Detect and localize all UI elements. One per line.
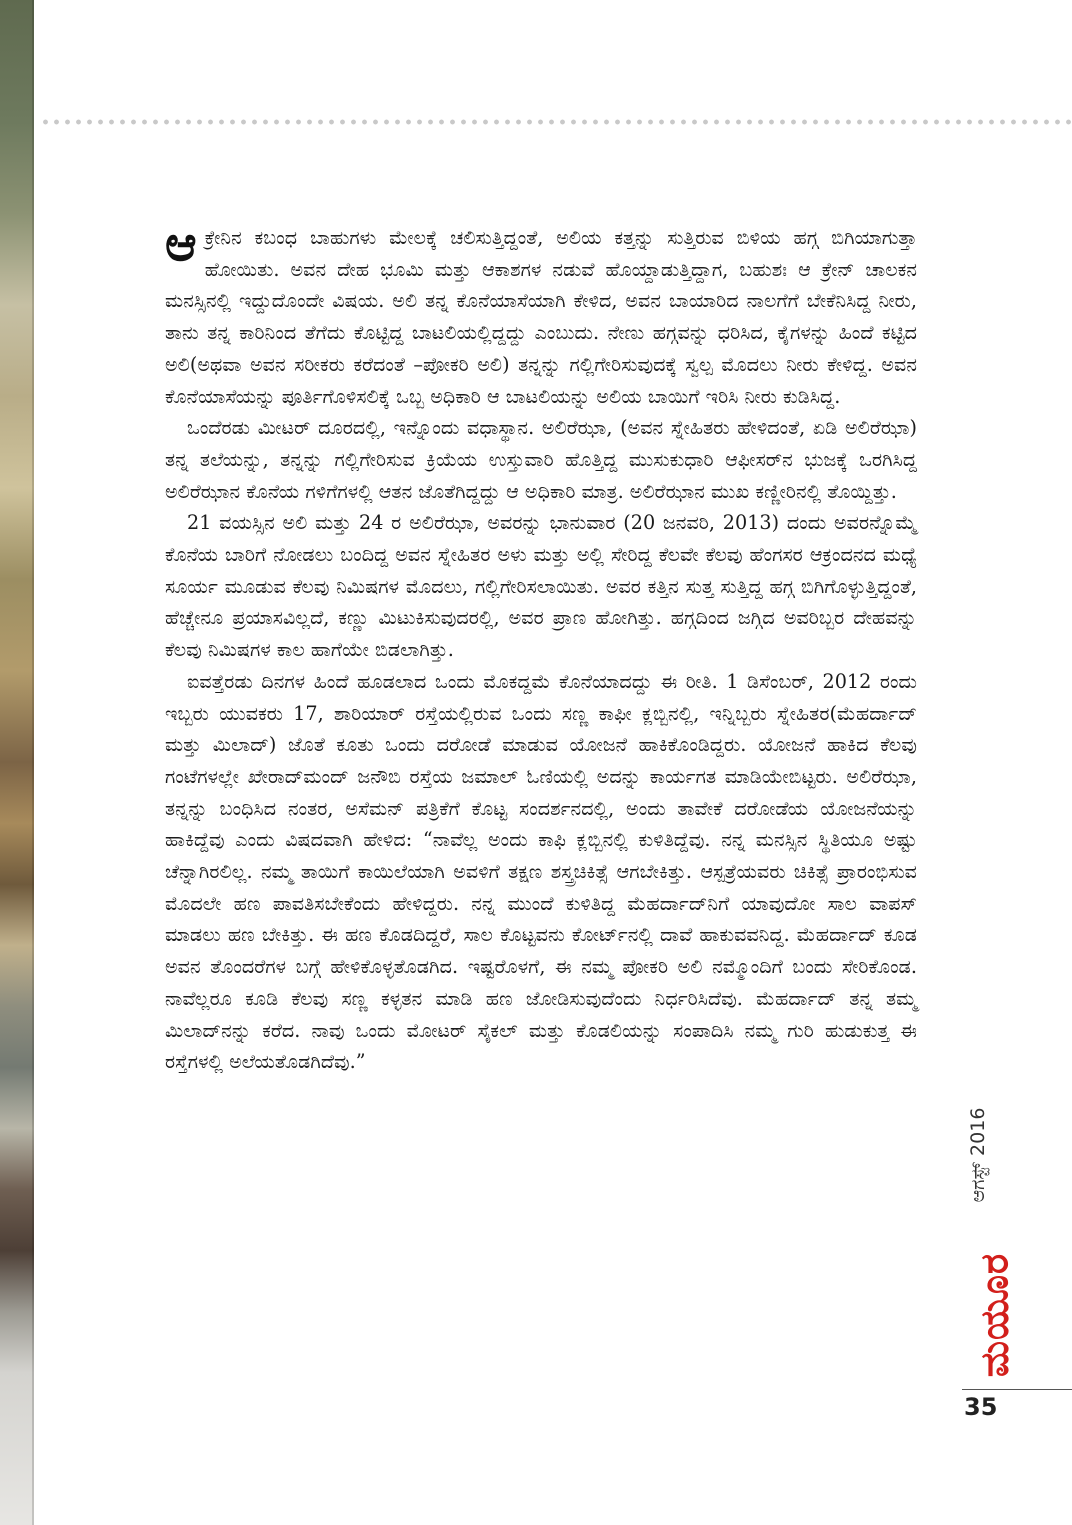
magazine-masthead [960, 1245, 1030, 1385]
issue-date-text: ಆಗಸ್ಟ್ 2016 [967, 1107, 989, 1203]
article-paragraph [165, 216, 917, 412]
article-body [165, 216, 917, 1078]
article-paragraph: 21 ವಯಸ್ಸಿನ ಅಲಿ ಮತ್ತು 24 ರ ಅಲಿರೆಝಾ, ಅವರನ್ನು ಭಾನುವಾರ (20 ಜನವರಿ, 2013) ದಂದು ಅವರನ್ನೊಮ್ಮೆ ಕೊನೆಯ ಬಾರಿಗೆ ನೋಡಲು ಬಂದಿದ್ದ ಅವನ ಸ್ನೇಹಿತರ ಅಳು ಮತ್ತು ಅಲ್ಲಿ ಸೇರಿದ್ದ ಕೆಲವೇ ಕೆಲವು ಹೆಂಗಸರ ಆಕ್ರಂದನದ ಮಧ್ಯೆ ಸೂರ್ಯ ಮೂಡುವ ಕೆಲವು ನಿಮಿಷಗಳ ಮೊದಲು, ಗಲ್ಲಿಗೇರಿಸಲಾಯಿತು. ಅವರ ಕತ್ತಿನ ಸುತ್ತ ಸುತ್ತಿದ್ದ ಹಗ್ಗ ಬಿಗಿಗೊಳ್ಳುತ್ತಿದ್ದಂತೆ, ಹೆಚ್ಚೇನೂ ಪ್ರಯಾಸವಿಲ್ಲದೆ, ಕಣ್ಣು ಮಿಟುಕಿಸುವುದರಲ್ಲಿ, ಅವರ ಪ್ರಾಣ ಹೋಗಿತ್ತು. ಹಗ್ಗದಿಂದ ಜಗ್ಗಿದ ಅವರಿಬ್ಬರ ದೇಹವನ್ನು ಕೆಲವು ನಿಮಿಷಗಳ ಕಾಲ ಹಾಗೆಯೇ ಬಿಡಲಾಗಿತ್ತು. [165, 511, 917, 662]
page-number-rule [962, 1389, 1072, 1390]
article-paragraph: ಐವತ್ತೆರಡು ದಿನಗಳ ಹಿಂದೆ ಹೂಡಲಾದ ಒಂದು ಮೊಕದ್ದಮೆ ಕೊನೆಯಾದದ್ದು ಈ ರೀತಿ. 1 ಡಿಸೆಂಬರ್, 2012 ರಂದು ಇಬ್ಬರು ಯುವಕರು 17, ಶಾರಿಯಾರ್ ರಸ್ತೆಯಲ್ಲಿರುವ ಒಂದು ಸಣ್ಣ ಕಾಫೀ ಕ್ಲಬ್ಬಿನಲ್ಲಿ, ಇನ್ನಿಬ್ಬರು ಸ್ನೇಹಿತರ(ಮೆಹರ್ದಾದ್ ಮತ್ತು ಮಿಲಾದ್) ಜೊತೆ ಕೂತು ಒಂದು ದರೋಡೆ ಮಾಡುವ ಯೋಜನೆ ಹಾಕಿಕೊಂಡಿದ್ದರು. ಯೋಜನೆ ಹಾಕಿದ ಕೆಲವು ಗಂಟೆಗಳಲ್ಲೇ ಖೇರಾದ್‌ಮಂದ್ ಜನೌಬಿ ರಸ್ತೆಯ ಜಮಾಲ್ ಓಣಿಯಲ್ಲಿ ಅದನ್ನು ಕಾರ್ಯಗತ ಮಾಡಿಯೇಬಿಟ್ಟರು. ಅಲಿರೆಝಾ, ತನ್ನನ್ನು ಬಂಧಿಸಿದ ನಂತರ, ಅಸೆಮನ್ ಪತ್ರಿಕೆಗೆ ಕೊಟ್ಟ ಸಂದರ್ಶನದಲ್ಲಿ, ಅಂದು ತಾವೇಕೆ ದರೋಡೆಯ ಯೋಜನೆಯನ್ನು ಹಾಕಿದ್ದೆವು ಎಂದು ವಿಷದವಾಗಿ ಹೇಳಿದ: “ನಾವೆಲ್ಲ ಅಂದು ಕಾಫಿ ಕ್ಲಬ್ಬಿನಲ್ಲಿ ಕುಳಿತಿದ್ದೆವು. ನನ್ನ ಮನಸ್ಸಿನ ಸ್ಥಿತಿಯೂ ಅಷ್ಟು ಚೆನ್ನಾಗಿರಲಿಲ್ಲ. ನಮ್ಮ ತಾಯಿಗೆ ಕಾಯಿಲೆಯಾಗಿ ಅವಳಿಗೆ ತಕ್ಷಣ ಶಸ್ತ್ರಚಿಕಿತ್ಸೆ ಆಗಬೇಕಿತ್ತು. ಆಸ್ಪತ್ರೆಯವರು ಚಿಕಿತ್ಸೆ ಪ್ರಾರಂಭಿಸುವ ಮೊದಲೇ ಹಣ ಪಾವತಿಸಬೇಕೆಂದು ಹೇಳಿದ್ದರು. ನನ್ನ ಮುಂದೆ ಕುಳಿತಿದ್ದ ಮೆಹರ್ದಾದ್‌ನಿಗೆ ಯಾವುದೋ ಸಾಲ ವಾಪಸ್ ಮಾಡಲು ಹಣ ಬೇಕಿತ್ತು. ಈ ಹಣ ಕೊಡದಿದ್ದರೆ, ಸಾಲ ಕೊಟ್ಟವನು ಕೋರ್ಟ್‌ನಲ್ಲಿ ದಾವೆ ಹಾಕುವವನಿದ್ದ. ಮೆಹರ್ದಾದ್ ಕೂಡ ಅವನ ತೊಂದರೆಗಳ ಬಗ್ಗೆ ಹೇಳಿಕೊಳ್ಳತೊಡಗಿದ. ಇಷ್ಟರೊಳಗೆ, ಈ ನಮ್ಮ ಪೋಕರಿ ಅಲಿ ನಮ್ಮೊಂದಿಗೆ ಬಂದು ಸೇರಿಕೊಂಡ. ನಾವೆಲ್ಲರೂ ಕೂಡಿ ಕೆಲವು ಸಣ್ಣ ಕಳ್ಳತನ ಮಾಡಿ ಹಣ ಜೋಡಿಸುವುದೆಂದು ನಿರ್ಧರಿಸಿದೆವು. ಮೆಹರ್ದಾದ್ ತನ್ನ ತಮ್ಮ ಮಿಲಾದ್‌ನನ್ನು ಕರೆದ. ನಾವು ಒಂದು ಮೋಟರ್ ಸೈಕಲ್ ಮತ್ತು ಕೊಡಲಿಯನ್ನು ಸಂಪಾದಿಸಿ ನಮ್ಮ ಗುರಿ ಹುಡುಕುತ್ತ ಈ ರಸ್ತೆಗಳಲ್ಲಿ ಅಲೆಯತೊಡಗಿದೆವು.” [165, 669, 917, 1074]
article-paragraph: ಒಂದೆರಡು ಮೀಟರ್ ದೂರದಲ್ಲಿ, ಇನ್ನೊಂದು ವಧಾಸ್ಥಾನ. ಅಲಿರೆಝಾ, (ಅವನ ಸ್ನೇಹಿತರು ಹೇಳಿದಂತೆ, ಏಡಿ ಅಲಿರೆಝಾ) ತನ್ನ ತಲೆಯನ್ನು, ತನ್ನನ್ನು ಗಲ್ಲಿಗೇರಿಸುವ ಕ್ರಿಯೆಯ ಉಸ್ತುವಾರಿ ಹೊತ್ತಿದ್ದ ಮುಸುಕುಧಾರಿ ಆಫೀಸರ್‌ನ ಭುಜಕ್ಕೆ ಒರಗಿಸಿದ್ದ ಅಲಿರೆಝಾನ ಕೊನೆಯ ಗಳಿಗೆಗಳಲ್ಲಿ ಆತನ ಜೊತೆಗಿದ್ದದ್ದು ಆ ಅಧಿಕಾರಿ ಮಾತ್ರ. ಅಲಿರೆಝಾನ ಮುಖ ಕಣ್ಣೀರಿನಲ್ಲಿ ತೊಯ್ದಿತ್ತು. [165, 416, 917, 503]
top-dotted-rule [40, 118, 1072, 126]
magazine-name: ಮಯೂರ [972, 1252, 1017, 1378]
left-illustration-strip [0, 0, 34, 1525]
paragraph-text: ಕ್ರೇನಿನ ಕಬಂಧ ಬಾಹುಗಳು ಮೇಲಕ್ಕೆ ಚಲಿಸುತ್ತಿದ್ದಂತೆ, ಅಲಿಯ ಕತ್ತನ್ನು ಸುತ್ತಿರುವ ಬಿಳಿಯ ಹಗ್ಗ ಬಿಗಿಯಾಗುತ್ತಾ ಹೋಯಿತು. ಅವನ ದೇಹ ಭೂಮಿ ಮತ್ತು ಆಕಾಶಗಳ ನಡುವೆ ಹೊಯ್ದಾಡುತ್ತಿದ್ದಾಗ, ಬಹುಶಃ ಆ ಕ್ರೇನ್ ಚಾಲಕನ ಮನಸ್ಸಿನಲ್ಲಿ ಇದ್ದುದೊಂದೇ ವಿಷಯ. ಅಲಿ ತನ್ನ ಕೊನೆಯಾಸೆಯಾಗಿ ಕೇಳಿದ, ಅವನ ಬಾಯಾರಿದ ನಾಲಗೆಗೆ ಬೇಕೆನಿಸಿದ್ದ ನೀರು, ತಾನು ತನ್ನ ಕಾರಿನಿಂದ ತೆಗೆದು ಕೊಟ್ಟಿದ್ದ ಬಾಟಲಿಯಲ್ಲಿದ್ದದ್ದು ಎಂಬುದು. ನೇಣು ಹಗ್ಗವನ್ನು ಧರಿಸಿದ, ಕೈಗಳನ್ನು ಹಿಂದೆ ಕಟ್ಟಿದ ಅಲಿ(ಅಥವಾ ಅವನ ಸರೀಕರು ಕರೆದಂತೆ –ಪೋಕರಿ ಅಲಿ) ತನ್ನನ್ನು ಗಲ್ಲಿಗೇರಿಸುವುದಕ್ಕೆ ಸ್ವಲ್ಪ ಮೊದಲು ನೀರು ಕೇಳಿದ್ದ. ಅವನ ಕೊನೆಯಾಸೆಯನ್ನು ಪೂರ್ತಿಗೊಳಿಸಲಿಕ್ಕೆ ಒಬ್ಬ ಅಧಿಕಾರಿ ಆ ಬಾಟಲಿಯನ್ನು ಅಲಿಯ ಬಾಯಿಗೆ ಇರಿಸಿ ನೀರು ಕುಡಿಸಿದ್ದ. [165, 226, 917, 408]
issue-date [958, 1080, 998, 1230]
drop-cap: ಆ [165, 216, 197, 272]
page-number: 35 [964, 1393, 998, 1421]
